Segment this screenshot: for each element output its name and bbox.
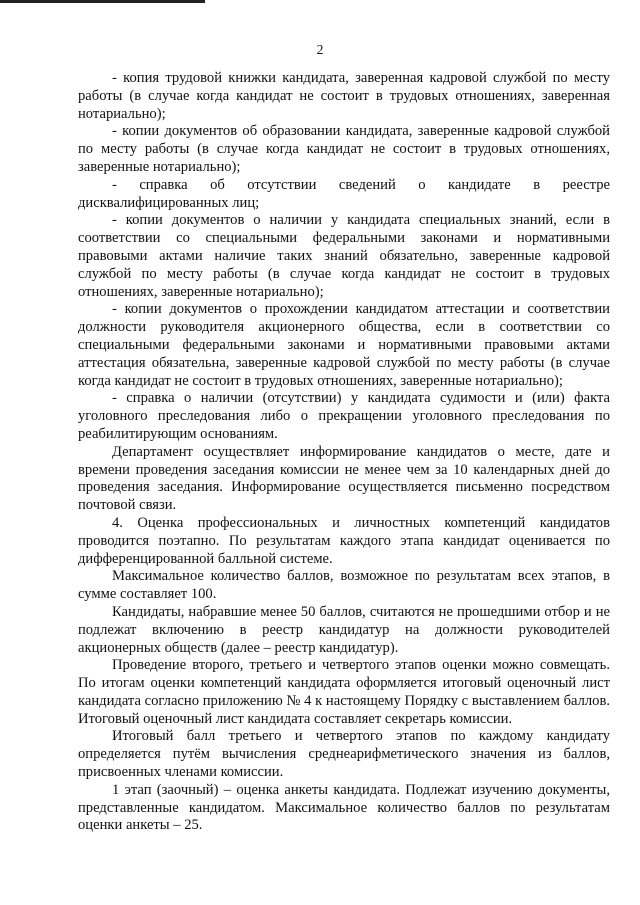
paragraph-minimum-threshold: Кандидаты, набравшие менее 50 баллов, считаются не прошедшими отбор и не подлежат включению в реестр кандидатур на должности руководителей акционерных обществ (далее – реестр кандидатур). <box>78 603 610 656</box>
page-number: 2 <box>316 42 324 57</box>
paragraph-final-score: Итоговый балл третьего и четвертого этапов по каждому кандидату определяется путём вычисления среднеарифметического значения из баллов, присвоенных членами комиссии. <box>78 728 610 781</box>
list-item-criminal-record-certificate: - справка о наличии (отсутствии) у кандидата судимости и (или) факта уголовного преследования либо о прекращении уголовного преследования по реабилитирующим основаниям. <box>78 390 610 442</box>
list-item-education-documents: - копии документов об образовании кандидата, заверенные кадровой службой по месту работы (в случае когда кандидат не состоит в трудовых отношениях, заверенные нотариально); <box>78 123 610 175</box>
list-item-disqualification-certificate: - справка об отсутствии сведений о кандидате в реестре дисквалифицированных лиц; <box>78 176 610 211</box>
scan-top-edge-mark <box>0 0 205 3</box>
paragraph-combined-stages: Проведение второго, третьего и четвертого этапов оценки можно совмещать. По итогам оценки компетенций кандидата оформляется итоговый оценочный лист кандидата согласно приложению № 4 к настоящему Порядку с выставлением баллов. Итоговый оценочный лист кандидата составляет секретарь комиссии. <box>78 657 610 727</box>
list-item-attestation-documents: - копии документов о прохождении кандидатом аттестации и соответствии должности руководителя акционерного общества, если в соответствии со специальными федеральными законами и нормативными правовыми актами аттестация обязательна, заверенные кадровой службой по месту работы (в случае когда кандидат не состоит в трудовых отношениях, заверенные нотариально); <box>78 301 610 389</box>
paragraph-department-notification: Департамент осуществляет информирование кандидатов о месте, дате и времени проведения заседания комиссии не менее чем за 10 календарных дней до проведения заседания. Информирование осуществляется письменно посредством почтовой связи. <box>78 443 610 514</box>
list-item-employment-record-copy: - копия трудовой книжки кандидата, заверенная кадровой службой по месту работы (в случае когда кандидат не состоит в трудовых отношениях, заверенная нотариально); <box>78 70 610 122</box>
list-item-special-knowledge-documents: - копии документов о наличии у кандидата специальных знаний, если в соответствии со специальными федеральными законами и нормативными правовыми актами наличие таких знаний обязательно, заверенные кадровой службой по месту работы (в случае когда кандидат не состоит в трудовых отношениях, заверенные нотариально); <box>78 212 610 300</box>
paragraph-maximum-points: Максимальное количество баллов, возможное по результатам всех этапов, в сумме составляет 100. <box>78 568 610 603</box>
paragraph-stage-1: 1 этап (заочный) – оценка анкеты кандидата. Подлежат изучению документы, представленные кандидатом. Максимальное количество баллов по результатам оценки анкеты – 25. <box>78 781 610 834</box>
document-body <box>78 70 610 835</box>
paragraph-section-4-assessment: 4. Оценка профессиональных и личностных компетенций кандидатов проводится поэтапно. По результатам каждого этапа кандидат оценивается по дифференцированной балльной системе. <box>78 514 610 567</box>
